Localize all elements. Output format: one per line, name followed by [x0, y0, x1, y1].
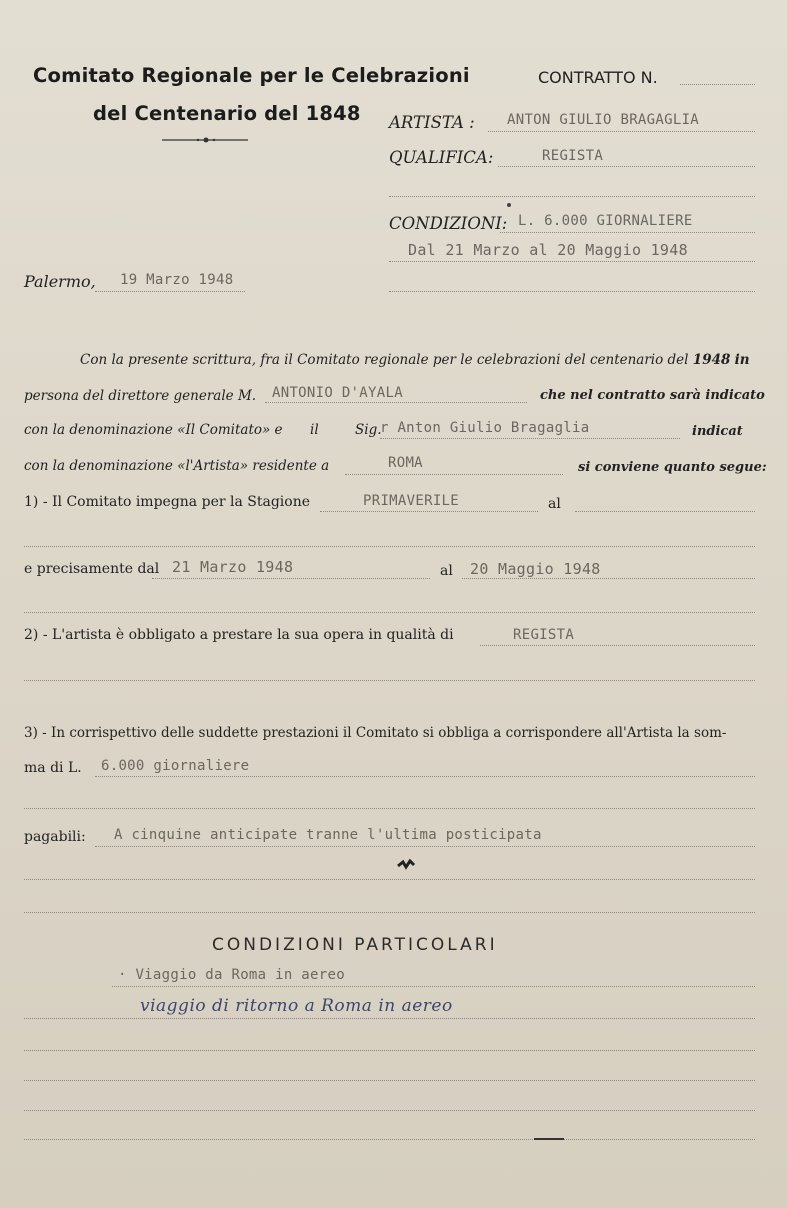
artist-label: ARTISTA : [389, 113, 475, 132]
qualifica-value: REGISTA [542, 148, 604, 164]
ink-mark-icon [396, 858, 416, 872]
pay-label: pagabili: [24, 829, 86, 845]
org-title-line1: Comitato Regionale per le Celebrazioni [33, 64, 470, 87]
date-value: 19 Marzo 1948 [120, 272, 234, 288]
to-date-line [462, 578, 755, 579]
amount-line [95, 776, 755, 777]
residence-value: ROMA [388, 455, 423, 471]
clause-2-label: 2) - L'artista è obbligato a prestare la sua opera in qualità di [24, 627, 454, 643]
qualifica-label: QUALIFICA: [389, 148, 494, 167]
special-conditions-title: CONDIZIONI PARTICOLARI [212, 935, 498, 955]
to-date-value: 20 Maggio 1948 [470, 560, 601, 578]
season-value: PRIMAVERILE [363, 493, 460, 509]
director-line [265, 402, 527, 403]
artist-name-line [380, 438, 680, 439]
condizioni-value-1: L. 6.000 GIORNALIERE [518, 213, 693, 229]
artist-line [488, 131, 755, 132]
qualifica-line [498, 166, 755, 167]
director-value: ANTONIO D'AYALA [272, 385, 403, 401]
intro-line-4: con la denominazione «l'Artista» residente a [24, 458, 330, 474]
blank-line-12 [24, 1139, 755, 1140]
blank-line-8 [24, 912, 755, 913]
from-date-line [152, 578, 430, 579]
special-line-2-handwritten: viaggio di ritorno a Roma in aereo [140, 996, 453, 1016]
pay-line [95, 846, 755, 847]
intro-sig: Sig. [355, 422, 382, 438]
blank-line-11 [24, 1110, 755, 1111]
blank-line-6 [24, 808, 755, 809]
clause-1-al-line [575, 511, 755, 512]
artist-value: ANTON GIULIO BRAGAGLIA [507, 112, 700, 128]
clause-1-al: al [548, 496, 561, 512]
blank-line-9 [24, 1050, 755, 1051]
clause-3-line-1: 3) - In corrispettivo delle suddette prestazioni il Comitato si obbliga a corrispondere all'Artista la som- [24, 725, 727, 741]
blank-line-10 [24, 1080, 755, 1081]
contract-number-line [680, 84, 755, 85]
pay-value: A cinquine anticipate tranne l'ultima posticipata [114, 827, 542, 843]
special-line-1-rule [112, 986, 755, 987]
clause-1b-al: al [440, 563, 453, 579]
intro-line-2b: che nel contratto sarà indicato [540, 388, 765, 403]
place-label: Palermo, [24, 272, 96, 291]
blank-line-7 [24, 879, 755, 880]
ornament-divider-icon [160, 134, 250, 146]
blank-line-3 [24, 546, 755, 547]
role-line [480, 645, 755, 646]
from-date-value: 21 Marzo 1948 [172, 558, 294, 576]
ink-dot-icon [504, 200, 514, 210]
intro-il: il [310, 422, 319, 438]
condizioni-line-1 [500, 232, 755, 233]
amount-value: 6.000 giornaliere [101, 758, 250, 774]
blank-line-5 [24, 680, 755, 681]
contract-number-label: CONTRATTO N. [538, 68, 658, 87]
intro-line-3c: indicat [692, 424, 743, 439]
intro-line-4c: si conviene quanto segue: [578, 460, 767, 475]
org-title-line2: del Centenario del 1848 [93, 102, 361, 125]
condizioni-line-2 [389, 261, 755, 262]
intro-line-2a: persona del direttore generale M. [24, 388, 257, 404]
blank-line-2 [389, 291, 755, 292]
clause-3-line-2: ma di L. [24, 760, 82, 776]
ink-dash-icon [534, 1136, 564, 1142]
clause-1b-label: e precisamente dal [24, 561, 160, 577]
blank-line [389, 196, 755, 197]
season-line [320, 511, 538, 512]
blank-line-4 [24, 612, 755, 613]
intro-line-1: Con la presente scrittura, fra il Comitato regionale per le celebrazioni del centenario del 1948 in [80, 352, 750, 368]
artist-name-value: r Anton Giulio Bragaglia [380, 420, 590, 436]
intro-line-3: con la denominazione «Il Comitato» e [24, 422, 283, 438]
clause-1-label: 1) - Il Comitato impegna per la Stagione [24, 494, 311, 510]
role-value: REGISTA [513, 627, 575, 643]
condizioni-label: CONDIZIONI: [389, 214, 508, 233]
special-line-1: · Viaggio da Roma in aereo [118, 967, 345, 983]
special-line-2-rule [24, 1018, 755, 1019]
date-line [95, 291, 245, 292]
condizioni-value-2: Dal 21 Marzo al 20 Maggio 1948 [408, 241, 688, 259]
residence-line [345, 474, 563, 475]
